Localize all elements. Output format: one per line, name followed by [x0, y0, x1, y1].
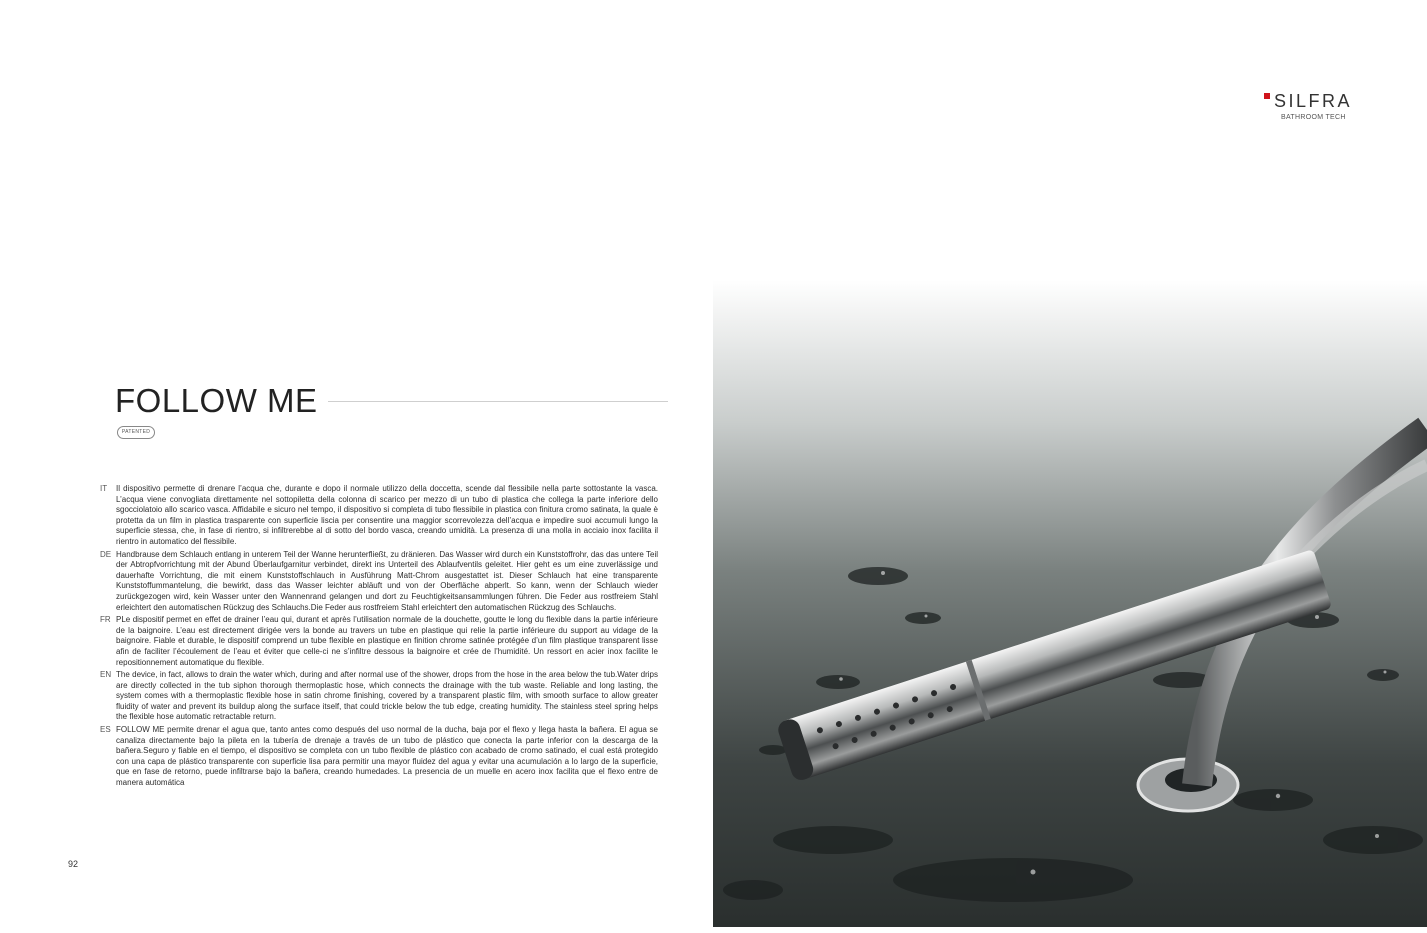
patented-badge: PATENTED — [117, 426, 155, 439]
brand-tagline: BATHROOM TECH — [1281, 114, 1346, 121]
description-de — [96, 550, 658, 614]
language-code: FR — [100, 615, 111, 625]
language-code: EN — [100, 670, 112, 680]
description-en — [96, 670, 658, 723]
description-es — [96, 725, 658, 789]
title-divider — [328, 401, 668, 402]
brand-name: SILFRA — [1274, 91, 1353, 111]
description-text: Handbrause dem Schlauch entlang in unterem Teil der Wanne herunterfließt, zu dränieren. Das Wasser wird durch ein Kunststoffrohr, das das untere Teil der Abtropfvorrichtung mit der Abund Überlaufgarnitur verbindet, direkt ins Unterteil des Ablaufventils geleitet. Hier geht es um eine zuverlässige und dauerhafte Vorrichtung, die mit einem Kunststoffschlauch in Ausführung Matt-Chrom ausgestattet ist. Dieser Schlauch hat eine transparente Kunststoffummantelung, die bewirkt, dass das Wasser leichter abläuft und von der Oberfläche abperlt. So kann, wenn der Schlauch wieder zurückgezogen wird, kein Wasser unter den Wannenrand gelangen und dort zu Feuchtigkeitsansammlungen führen. Die Feder aus rostfreiem Stahl erleichtert den automatischen Rückzug des Schlauchs.Die Feder aus rostfreiem Stahl erleichtert den automatischen Rückzug des Schlauchs. — [116, 549, 658, 612]
logo-mark-icon — [1264, 93, 1270, 99]
shower-hand-photo-icon — [713, 280, 1427, 927]
page-number: 92 — [68, 859, 79, 869]
description-text: The device, in fact, allows to drain the water which, during and after normal use of the shower, drops from the hose in the area below the tub.Water drips are directly collected in the tub siphon thorough thermoplastic hose, which connects the drainage with the tub waste. Reliable and long lasting, the system comes with a thermoplastic flexible hose in satin chrome finishing, covered by a transparent plastic film, with smooth surface to allow greater fluidity of water and prevent its buildup along the surface itself, that could trickle below the tub edge, creating humidity. The stainless steel spring helps the flexible hose automatic retractable return. — [116, 670, 658, 722]
description-text: PLe dispositif permet en effet de drainer l’eau qui, durant et après l’utilisation normale de la douchette, goutte le long du flexible dans la partie inférieure de la baignoire. L’eau est directement dirigée vers la bonde au travers un tube en plastique qui relie la partie inférieure du support au vidage de la baignoire. Fiable et durable, le dispositif comprend un tube flexible en plastique en finition chrome satinée protégée d’un film plastique transparent lisse afin de faciliter l’écoulement de l’eau et éviter que celle-ci ne s’infiltre dessous la baignoire et crée de l’humidité. Un ressort en acier inox facilite le repositionnement automatique du flexible. — [116, 615, 658, 667]
description-fr — [96, 615, 658, 668]
description-blocks — [96, 484, 658, 791]
description-text: Il dispositivo permette di drenare l’acqua che, durante e dopo il normale utilizzo della doccetta, scende dal flessibile nella parte sottostante la vasca. L’acqua viene convogliata direttamente nel sottopiletta della colonna di scarico per mezzo di un tubo di plastica che collega la parte inferiore dello sgocciolatoio allo scarico vasca. Affidabile e sicuro nel tempo, il dispositivo si completa di tubo flessibile in plastica con finitura cromo satinata, la quale è protetta da un film in plastica trasparente con superficie liscia per consentire una maggior scorrevolezza dell’acqua e impedire suoi accumuli lungo la superficie stessa, che, in fase di rientro, si infiltrerebbe al di sotto del bordo vasca, creando umidità. La presenza di una molla in acciaio inox facilita il rientro in automatico del flessibile. — [116, 484, 658, 546]
description-it — [96, 484, 658, 548]
description-text: FOLLOW ME permite drenar el agua que, tanto antes como después del uso normal de la ducha, baja por el flexo y llega hasta la bañera. El agua se canaliza directamente bajo la pileta en la tubería de drenaje a través de un tubo de plástico que conecta la parte inferior con la descarga de la bañera.Seguro y fiable en el tiempo, el dispositivo se completa con un tubo flexible de plástico con acabado de cromo satinado, el cual está protegido con una capa de plástico transparente con superficie lisa para permitir una mayor fluidez del agua y evitar una acumulación a lo largo de la superficie, que en fase de retorno, puede infiltrarse bajo la bañera, creando humedades. La presencia de un muelle en acero inox facilita que el flexo entre de manera automática — [116, 725, 658, 788]
product-title: FOLLOW ME — [115, 382, 318, 419]
language-code: DE — [100, 549, 112, 559]
language-code: ES — [100, 725, 111, 735]
product-photo — [713, 280, 1427, 927]
language-code: IT — [100, 484, 108, 493]
